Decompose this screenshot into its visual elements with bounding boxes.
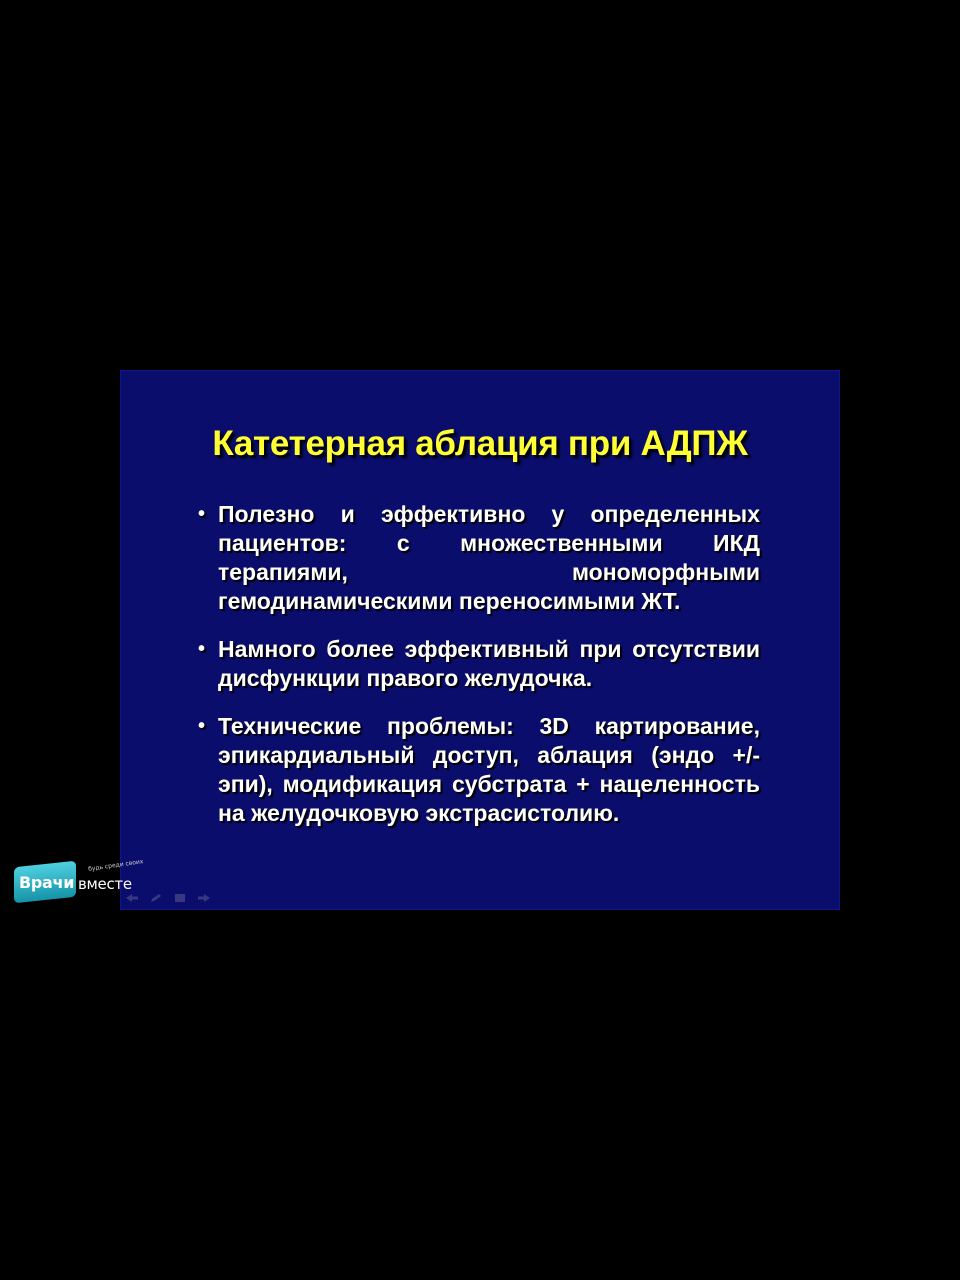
bullet-marker: •: [198, 715, 206, 737]
bullet-marker: •: [198, 503, 206, 525]
bullet-item: [198, 635, 760, 693]
logo-tagline: будь среди своих: [87, 858, 144, 873]
arrow-right-icon[interactable]: [196, 892, 212, 904]
presentation-slide: [120, 370, 840, 910]
bullet-item: [198, 712, 760, 828]
menu-icon[interactable]: [172, 892, 188, 904]
bullet-text: Технические проблемы: 3D картирование, эпикардиальный доступ, аблация (эндо +/- эпи), модификация субстрата + нацеленность на желудочковую экстрасистолию.: [218, 713, 760, 826]
bullet-marker: •: [198, 638, 206, 660]
bullet-list: [198, 500, 760, 847]
bullet-text: Полезно и эффективно у определенных пациентов: с множественными ИКД терапиями, мономорфными гемодинамическими переносимыми ЖТ.: [218, 501, 760, 614]
vrachi-vmeste-logo: [14, 858, 154, 908]
slide-title: Катетерная аблация при АДПЖ: [212, 424, 748, 463]
logo-word-vmeste: вместе: [78, 875, 132, 893]
logo-word-vrachi: Врачи: [19, 873, 75, 892]
bullet-item: [198, 500, 760, 616]
bullet-text: Намного более эффективный при отсутствии дисфункции правого желудочка.: [218, 636, 760, 691]
